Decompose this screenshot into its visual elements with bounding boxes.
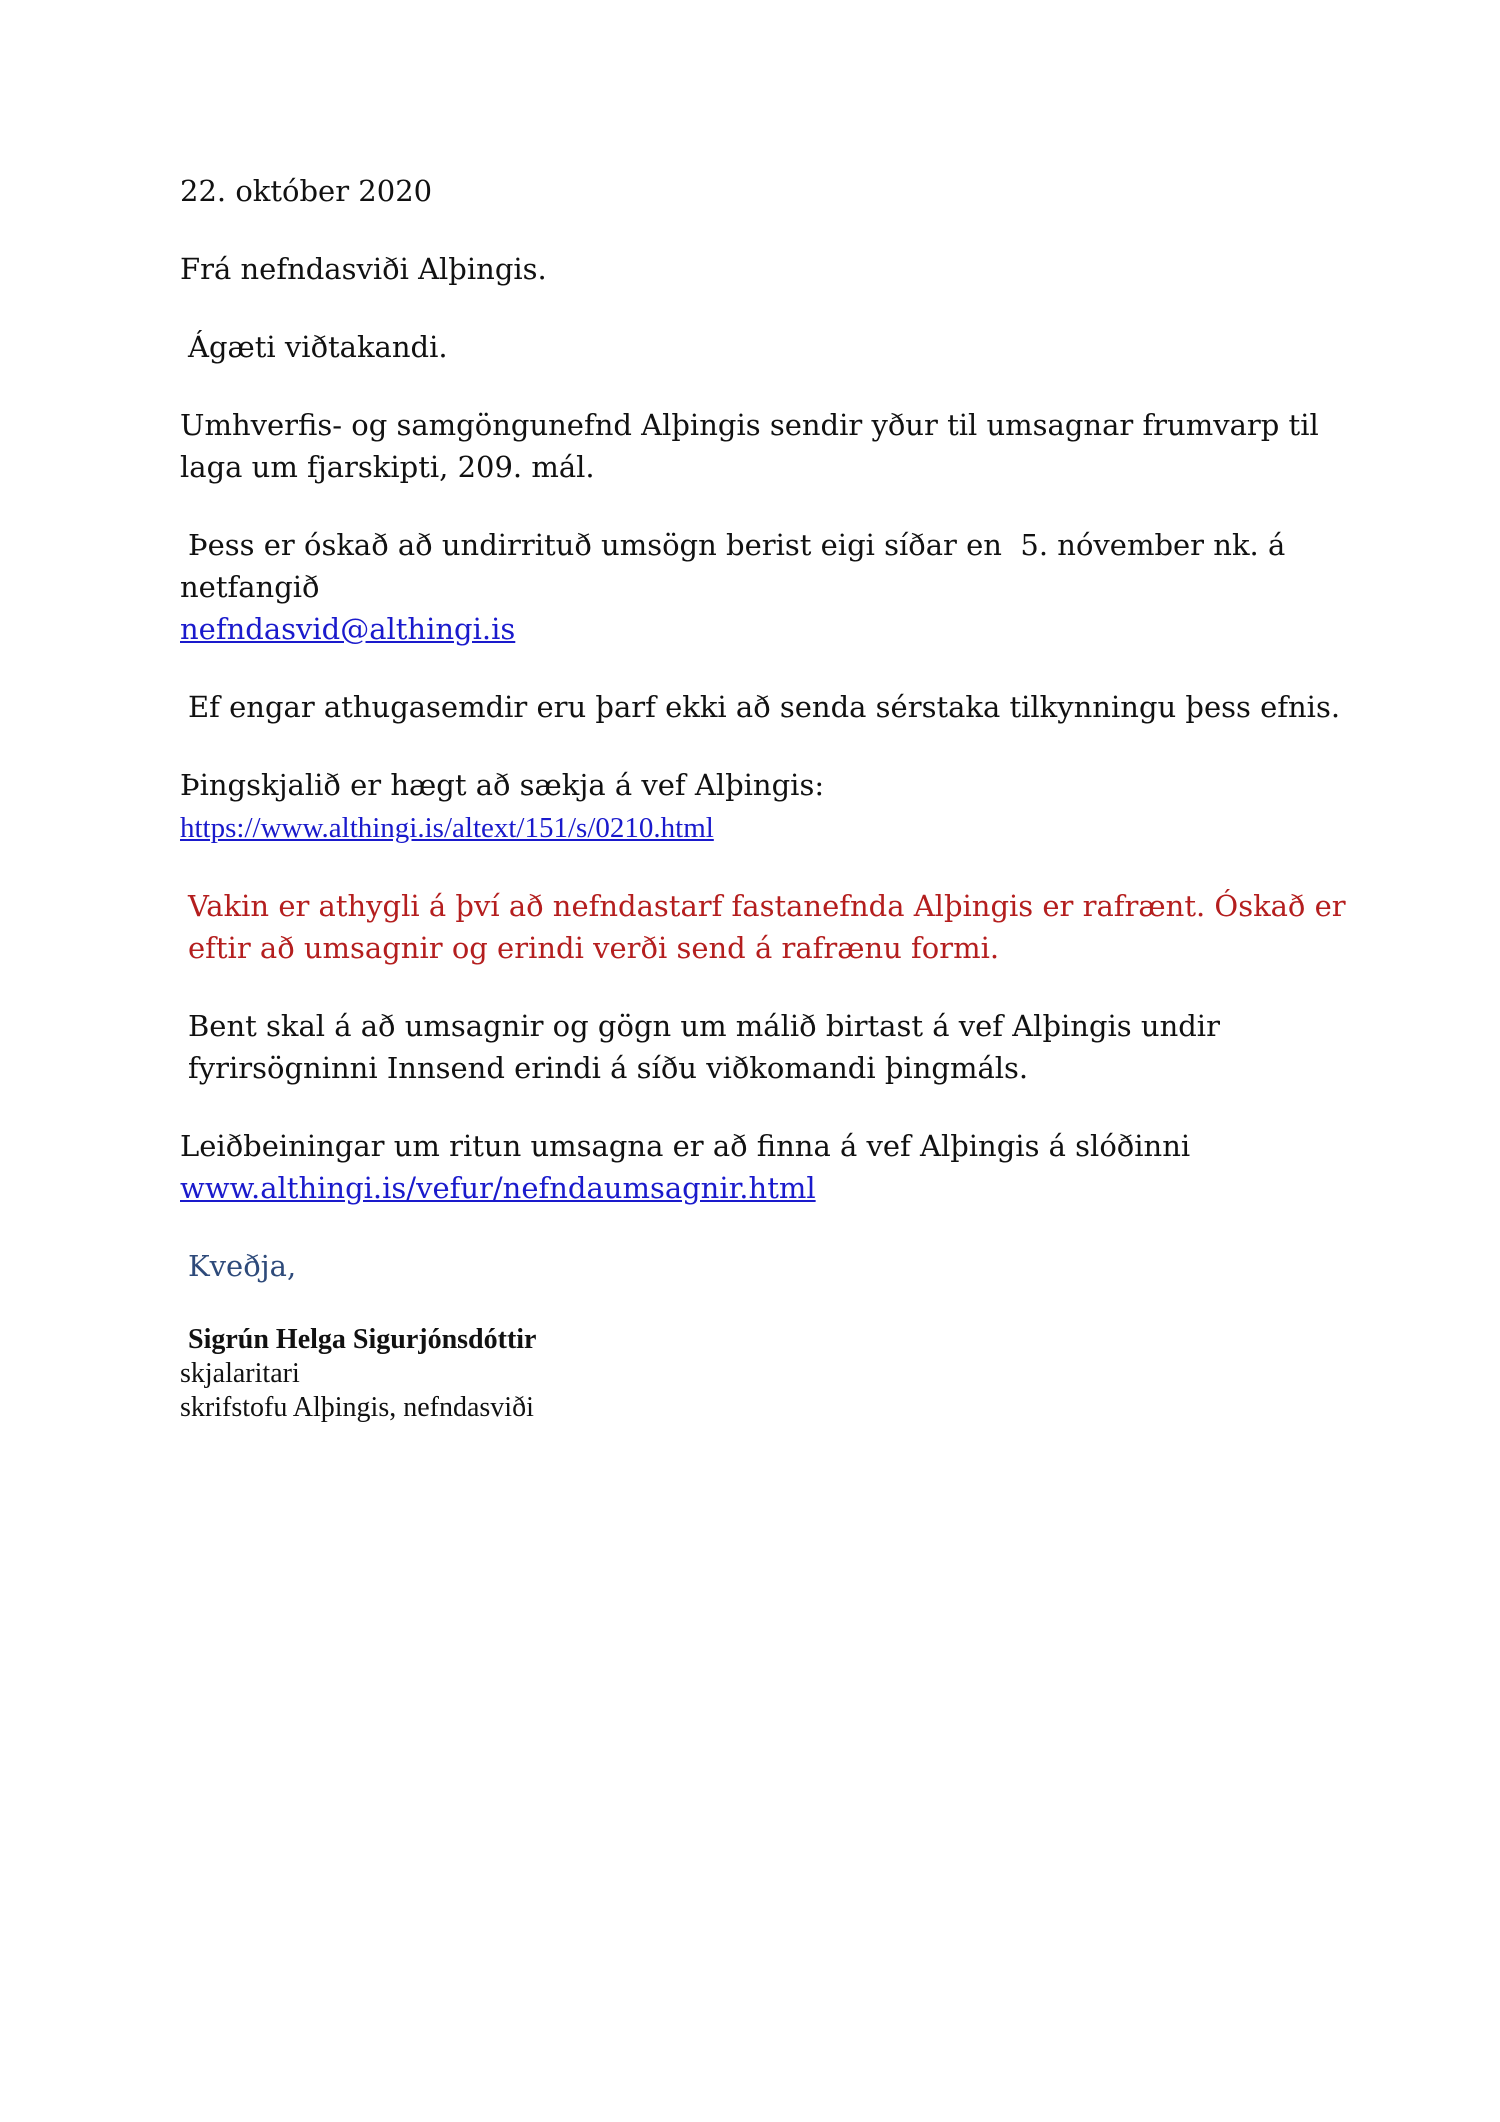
letter-closing: Kveðja, xyxy=(188,1249,297,1283)
electronic-notice: Vakin er athygli á því að nefndastarf fastanefnda Alþingis er rafrænt. Óskað er eftir að umsagnir og erindi verði send á rafrænu formi. xyxy=(188,889,1355,965)
signature-office: skrifstofu Alþingis, nefndasviði xyxy=(180,1392,534,1423)
publish-notice: Bent skal á að umsagnir og gögn um málið birtast á vef Alþingis undir fyrirsögninni Innsend erindi á síðu viðkomandi þingmáls. xyxy=(188,1009,1230,1085)
letter-greeting: Ágæti viðtakandi. xyxy=(188,330,448,364)
guidelines-link[interactable]: www.althingi.is/vefur/nefndaumsagnir.html xyxy=(180,1171,816,1205)
letter-from: Frá nefndasviði Alþingis. xyxy=(180,252,547,286)
email-link[interactable]: nefndasvid@althingi.is xyxy=(180,612,516,646)
guidelines-text: Leiðbeiningar um ritun umsagna er að finna á vef Alþingis á slóðinni xyxy=(180,1129,1191,1163)
letter-date: 22. október 2020 xyxy=(180,174,433,208)
guidelines-paragraph xyxy=(180,1125,1350,1209)
letter-intro: Umhverfis- og samgöngunefnd Alþingis sendir yður til umsagnar frumvarp til laga um fjarskipti, 209. mál. xyxy=(180,408,1328,484)
document-text: Þingskjalið er hægt að sækja á vef Alþingis: xyxy=(180,768,825,802)
signature-name: Sigrún Helga Sigurjónsdóttir xyxy=(188,1324,537,1355)
deadline-paragraph xyxy=(180,524,1350,650)
signature-block xyxy=(180,1323,1350,1425)
signature-title: skjalaritari xyxy=(180,1358,300,1389)
document-paragraph xyxy=(180,764,1350,849)
letter-body xyxy=(180,170,1355,1425)
no-comments-paragraph: Ef engar athugasemdir eru þarf ekki að senda sérstaka tilkynningu þess efnis. xyxy=(188,690,1341,724)
document-link[interactable]: https://www.althingi.is/altext/151/s/0210.html xyxy=(180,812,714,844)
deadline-text: Þess er óskað að undirrituð umsögn berist eigi síðar en 5. nóvember nk. á netfangið xyxy=(180,528,1295,604)
